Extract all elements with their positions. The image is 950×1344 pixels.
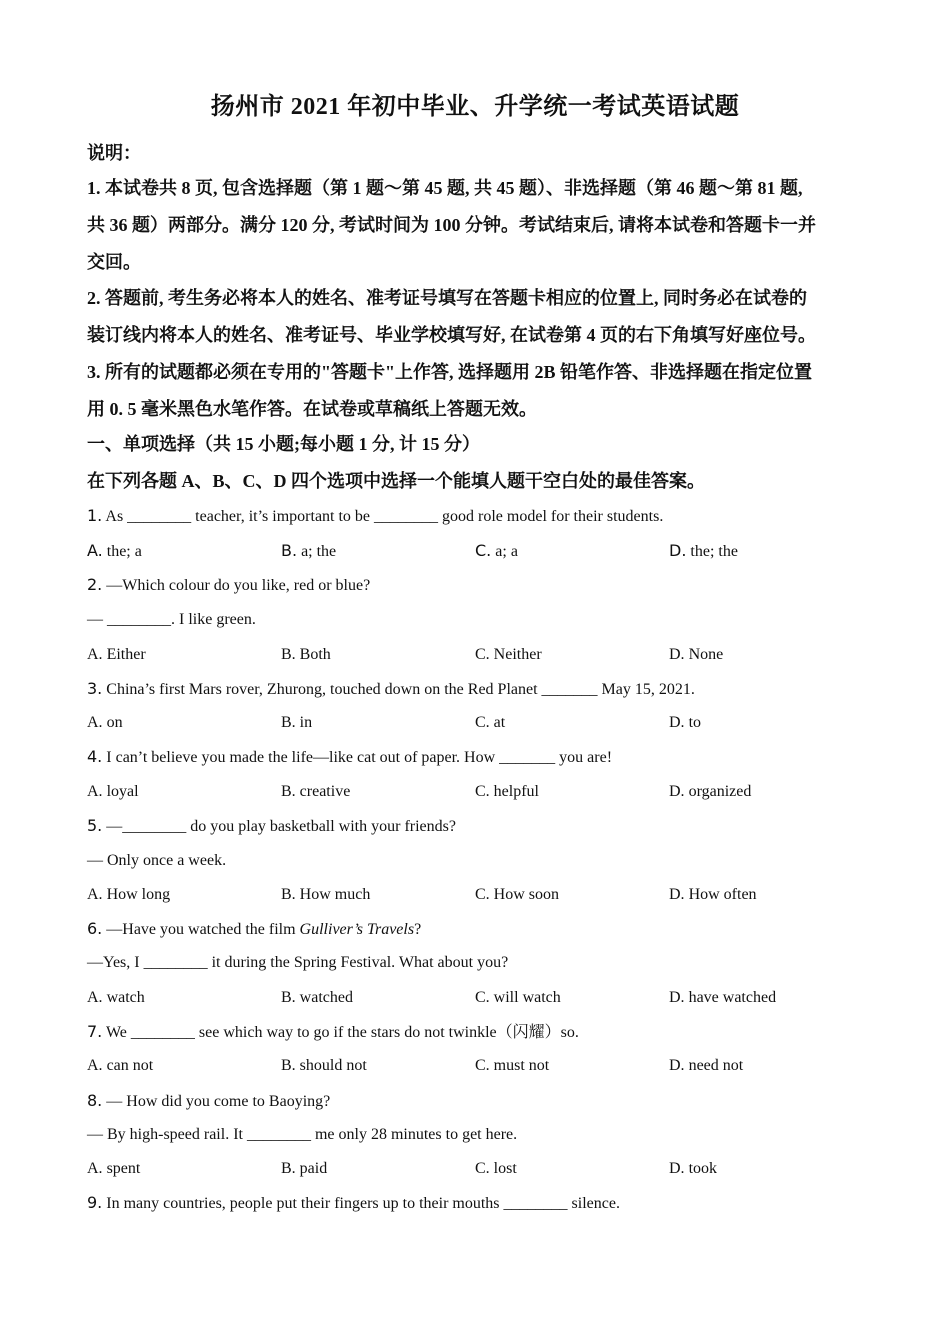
- option-letter: C.: [475, 886, 490, 903]
- question-stem: [87, 814, 877, 839]
- option[interactable]: [281, 711, 312, 735]
- options-row: [87, 1054, 877, 1078]
- option-letter: C.: [475, 541, 492, 560]
- option-letter: D.: [669, 886, 685, 903]
- option-text: the; the: [690, 543, 738, 560]
- option-letter: C.: [475, 1160, 490, 1177]
- options-row: [87, 780, 877, 804]
- option[interactable]: [87, 643, 146, 667]
- option-letter: D.: [669, 1160, 685, 1177]
- option[interactable]: [475, 711, 505, 735]
- options-row: [87, 643, 877, 667]
- option[interactable]: [475, 539, 518, 564]
- question-text: —________ do you play basketball with your friends?: [106, 818, 456, 835]
- option[interactable]: [669, 883, 757, 907]
- option-letter: B.: [281, 989, 296, 1006]
- question-stem: [87, 1089, 877, 1114]
- option[interactable]: [669, 539, 738, 564]
- option[interactable]: [87, 986, 145, 1010]
- instruction-line: 交回。: [87, 252, 141, 272]
- option-letter: A.: [87, 1057, 103, 1074]
- instruction-line: 共 36 题）两部分。满分 120 分, 考试时间为 100 分钟。考试结束后, 请将本试卷和答题卡一并: [87, 215, 816, 235]
- option-letter: B.: [281, 714, 296, 731]
- option-text: watch: [106, 989, 145, 1006]
- option[interactable]: [669, 711, 701, 735]
- question-number: 3.: [87, 679, 103, 698]
- question-text: —Have you watched the film: [106, 921, 300, 938]
- question-number: 8.: [87, 1091, 103, 1110]
- option-letter: D.: [669, 783, 685, 800]
- question-number: 6.: [87, 919, 103, 938]
- option-text: can not: [106, 1057, 154, 1074]
- option[interactable]: [475, 986, 561, 1010]
- option-text: None: [688, 646, 724, 663]
- option[interactable]: [475, 780, 539, 804]
- instruction-line: 2. 答题前, 考生务必将本人的姓名、准考证号填写在答题卡相应的位置上, 同时务必在试卷的: [87, 288, 807, 308]
- option-text: Both: [299, 646, 331, 663]
- option-text: must not: [493, 1057, 550, 1074]
- question-text: We ________ see which way to go if the stars do not twinkle（闪耀）so.: [105, 1024, 579, 1041]
- question-stem: [87, 745, 877, 770]
- option-letter: C.: [475, 1057, 490, 1074]
- option-letter: A.: [87, 714, 103, 731]
- option[interactable]: [281, 643, 331, 667]
- question-text: In many countries, people put their fingers up to their mouths ________ silence.: [106, 1195, 620, 1212]
- question-text: —Which colour do you like, red or blue?: [106, 577, 371, 594]
- option-letter: B.: [281, 886, 296, 903]
- option-text: will watch: [493, 989, 561, 1006]
- page-title: 扬州市 2021 年初中毕业、升学统一考试英语试题: [210, 94, 740, 120]
- option-text: lost: [493, 1160, 517, 1177]
- option-letter: A.: [87, 783, 103, 800]
- option[interactable]: [669, 643, 723, 667]
- option-text: How much: [299, 886, 371, 903]
- option-text: should not: [299, 1057, 367, 1074]
- option[interactable]: [475, 1054, 549, 1078]
- option-text: How long: [106, 886, 171, 903]
- question-line: — Only once a week.: [87, 852, 227, 869]
- option-text: took: [688, 1160, 718, 1177]
- option-text: How often: [688, 886, 757, 903]
- option[interactable]: [87, 883, 170, 907]
- option[interactable]: [87, 539, 142, 564]
- instruction-line: 1. 本试卷共 8 页, 包含选择题（第 1 题～第 45 题, 共 45 题）、非选择题（第 46 题～第 81 题,: [87, 178, 803, 198]
- option-text: at: [493, 714, 506, 731]
- question-line: —Yes, I ________ it during the Spring Festival. What about you?: [87, 954, 509, 971]
- option-letter: D.: [669, 541, 687, 560]
- option[interactable]: [475, 883, 559, 907]
- question-stem: [87, 1191, 877, 1216]
- section-direction: 在下列各题 A、B、C、D 四个选项中选择一个能填人题干空白处的最佳答案。: [87, 471, 705, 491]
- option-letter: D.: [669, 989, 685, 1006]
- option-text: watched: [299, 989, 353, 1006]
- question-stem: [87, 1020, 877, 1045]
- option-letter: C.: [475, 714, 490, 731]
- options-row: [87, 883, 877, 907]
- options-row: [87, 711, 877, 735]
- option-text: creative: [299, 783, 351, 800]
- question-text: I can’t believe you made the life—like cat out of paper. How _______ you are!: [106, 749, 613, 766]
- option-text: a; the: [301, 543, 337, 560]
- section-heading: 一、单项选择（共 15 小题;每小题 1 分, 计 15 分）: [87, 434, 480, 454]
- option[interactable]: [281, 1054, 367, 1078]
- option-text: Neither: [493, 646, 542, 663]
- option-text: loyal: [106, 783, 139, 800]
- option-letter: A.: [87, 886, 103, 903]
- option-text: a; a: [495, 543, 518, 560]
- instructions-heading: 说明：: [87, 143, 141, 163]
- option[interactable]: [475, 643, 542, 667]
- question-text: — How did you come to Baoying?: [106, 1093, 331, 1110]
- option[interactable]: [281, 780, 350, 804]
- film-title: Gulliver’s Travels: [299, 921, 415, 938]
- option-text: on: [106, 714, 123, 731]
- option-text: to: [688, 714, 702, 731]
- option[interactable]: [475, 1157, 517, 1181]
- option-text: spent: [106, 1160, 141, 1177]
- question-number: 9.: [87, 1193, 103, 1212]
- option-text: helpful: [493, 783, 539, 800]
- option-letter: A.: [87, 1160, 103, 1177]
- option-text: paid: [299, 1160, 328, 1177]
- instruction-line: 3. 所有的试题都必须在专用的"答题卡"上作答, 选择题用 2B 铅笔作答、非选择题在指定位置: [87, 362, 812, 382]
- question-number: 5.: [87, 816, 103, 835]
- option[interactable]: [87, 711, 123, 735]
- option-letter: C.: [475, 783, 490, 800]
- option-letter: A.: [87, 989, 103, 1006]
- option[interactable]: [281, 986, 353, 1010]
- question-number: 1.: [87, 506, 103, 525]
- option[interactable]: [87, 780, 139, 804]
- option-letter: B.: [281, 1160, 296, 1177]
- question-stem: [87, 504, 877, 529]
- question-text: China’s first Mars rover, Zhurong, touched down on the Red Planet _______ May 15, 2021.: [106, 681, 695, 698]
- options-row: [87, 1157, 877, 1181]
- question-number: 7.: [87, 1022, 103, 1041]
- option[interactable]: [669, 986, 776, 1010]
- option-letter: B.: [281, 646, 296, 663]
- option-letter: A.: [87, 541, 103, 560]
- instruction-line: 用 0. 5 毫米黑色水笔作答。在试卷或草稿纸上答题无效。: [87, 399, 537, 419]
- instruction-line: 装订线内将本人的姓名、准考证号、毕业学校填写好, 在试卷第 4 页的右下角填写好座位号。: [87, 325, 816, 345]
- option-letter: D.: [669, 646, 685, 663]
- option-letter: B.: [281, 1057, 296, 1074]
- option-letter: B.: [281, 783, 296, 800]
- option-letter: D.: [669, 1057, 685, 1074]
- question-stem: [87, 573, 877, 598]
- option-letter: B.: [281, 541, 298, 560]
- option-letter: D.: [669, 714, 685, 731]
- question-number: 2.: [87, 575, 103, 594]
- question-number: 4.: [87, 747, 103, 766]
- option-text: need not: [688, 1057, 744, 1074]
- question-text: ?: [414, 921, 422, 938]
- option[interactable]: [87, 1054, 153, 1078]
- option[interactable]: [669, 1157, 717, 1181]
- option-text: Either: [106, 646, 146, 663]
- question-line: — By high-speed rail. It ________ me only 28 minutes to get here.: [87, 1126, 518, 1143]
- option[interactable]: [281, 1157, 327, 1181]
- option[interactable]: [281, 539, 336, 564]
- question-stem: [87, 677, 877, 702]
- option-text: How soon: [493, 886, 560, 903]
- option-text: the; a: [106, 543, 142, 560]
- question-stem: [87, 917, 877, 942]
- option-text: in: [299, 714, 313, 731]
- options-row: [87, 539, 877, 563]
- option-text: organized: [688, 783, 752, 800]
- option-letter: C.: [475, 989, 490, 1006]
- options-row: [87, 986, 877, 1010]
- option[interactable]: [281, 883, 370, 907]
- option[interactable]: [669, 1054, 743, 1078]
- option[interactable]: [669, 780, 751, 804]
- question-text: As ________ teacher, it’s important to be ________ good role model for their students.: [105, 508, 664, 525]
- option-letter: A.: [87, 646, 103, 663]
- question-line: — ________. I like green.: [87, 611, 256, 628]
- option-text: have watched: [688, 989, 777, 1006]
- option[interactable]: [87, 1157, 140, 1181]
- option-letter: C.: [475, 646, 490, 663]
